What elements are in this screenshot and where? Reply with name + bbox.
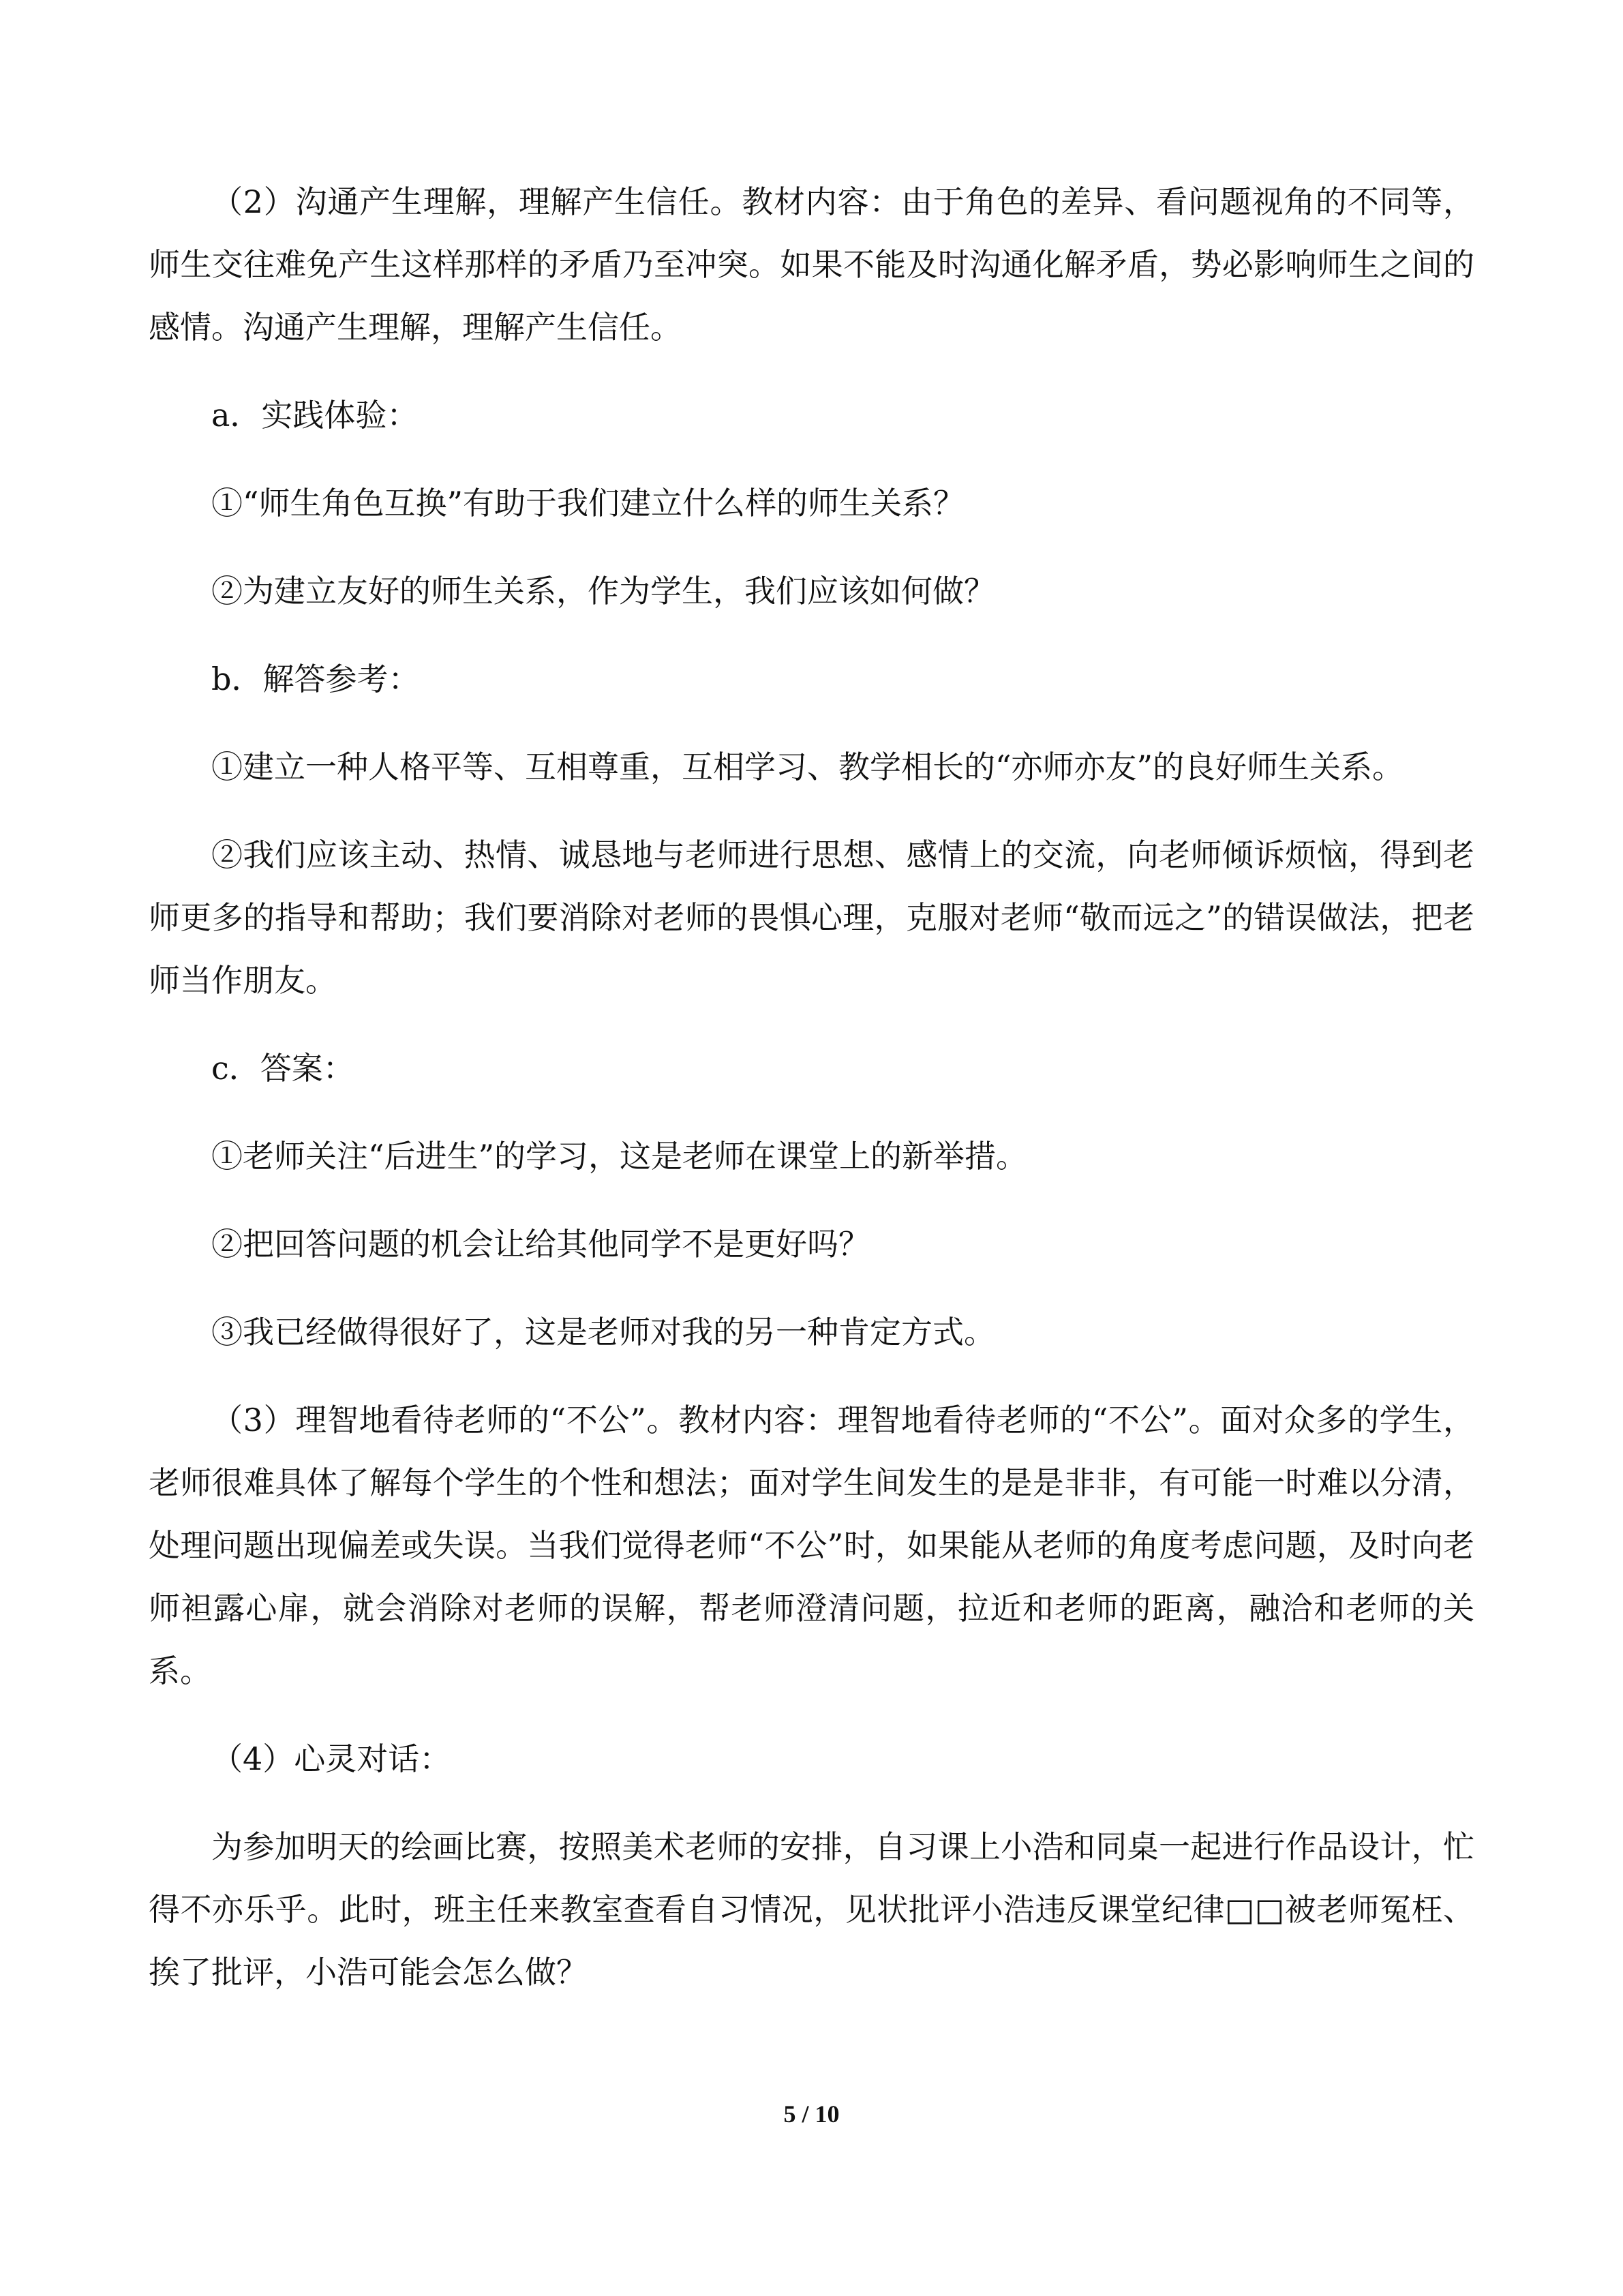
- heading-reference: b．解答参考：: [211, 661, 420, 697]
- heading-answer: c．答案：: [211, 1050, 354, 1087]
- paragraph-communication: （2）沟通产生理解，理解产生信任。教材内容：由于角色的差异、看问题视角的不同等，师生交往难免产生这样那样的矛盾乃至冲突。如果不能及时沟通化解矛盾，势必影响师生之间的感情。沟通产生理解，理解产生信任。: [149, 183, 1474, 346]
- page-number: 5 / 10: [783, 2100, 840, 2128]
- reference-answer-1: ①建立一种人格平等、互相尊重，互相学习、教学相长的“亦师亦友”的良好师生关系。: [211, 749, 1404, 785]
- paragraph-scenario: 为参加明天的绘画比赛，按照美术老师的安排，自习课上小浩和同桌一起进行作品设计，忙得不亦乐乎。此时，班主任来教室查看自习情况，见状批评小浩违反课堂纪律□□被老师冤枉、挨了批评，小浩可能会怎么做？: [149, 1828, 1474, 1991]
- reference-answer-2: ②我们应该主动、热情、诚恳地与老师进行思想、感情上的交流，向老师倾诉烦恼，得到老师更多的指导和帮助；我们要消除对老师的畏惧心理，克服对老师“敬而远之”的错误做法，把老师当作朋友。: [149, 836, 1474, 999]
- heading-practice: a．实践体验：: [211, 397, 419, 434]
- heading-dialogue: （4）心灵对话：: [211, 1740, 451, 1777]
- document-body: [149, 170, 1474, 2029]
- answer-2: ②把回答问题的机会让给其他同学不是更好吗？: [211, 1226, 870, 1263]
- paragraph-unfairness: （3）理智地看待老师的“不公”。教材内容：理智地看待老师的“不公”。面对众多的学生，老师很难具体了解每个学生的个性和想法；面对学生间发生的是是非非，有可能一时难以分清，处理问题出现偏差或失误。当我们觉得老师“不公”时，如果能从老师的角度考虑问题，及时向老师袒露心扉，就会消除对老师的误解，帮老师澄清问题，拉近和老师的距离，融洽和老师的关系。: [149, 1402, 1474, 1689]
- question-2: ②为建立友好的师生关系，作为学生，我们应该如何做？: [211, 573, 995, 609]
- question-1: ①“师生角色互换”有助于我们建立什么样的师生关系？: [211, 485, 965, 522]
- answer-3: ③我已经做得很好了，这是老师对我的另一种肯定方式。: [211, 1314, 995, 1350]
- answer-1: ①老师关注“后进生”的学习，这是老师在课堂上的新举措。: [211, 1138, 1028, 1175]
